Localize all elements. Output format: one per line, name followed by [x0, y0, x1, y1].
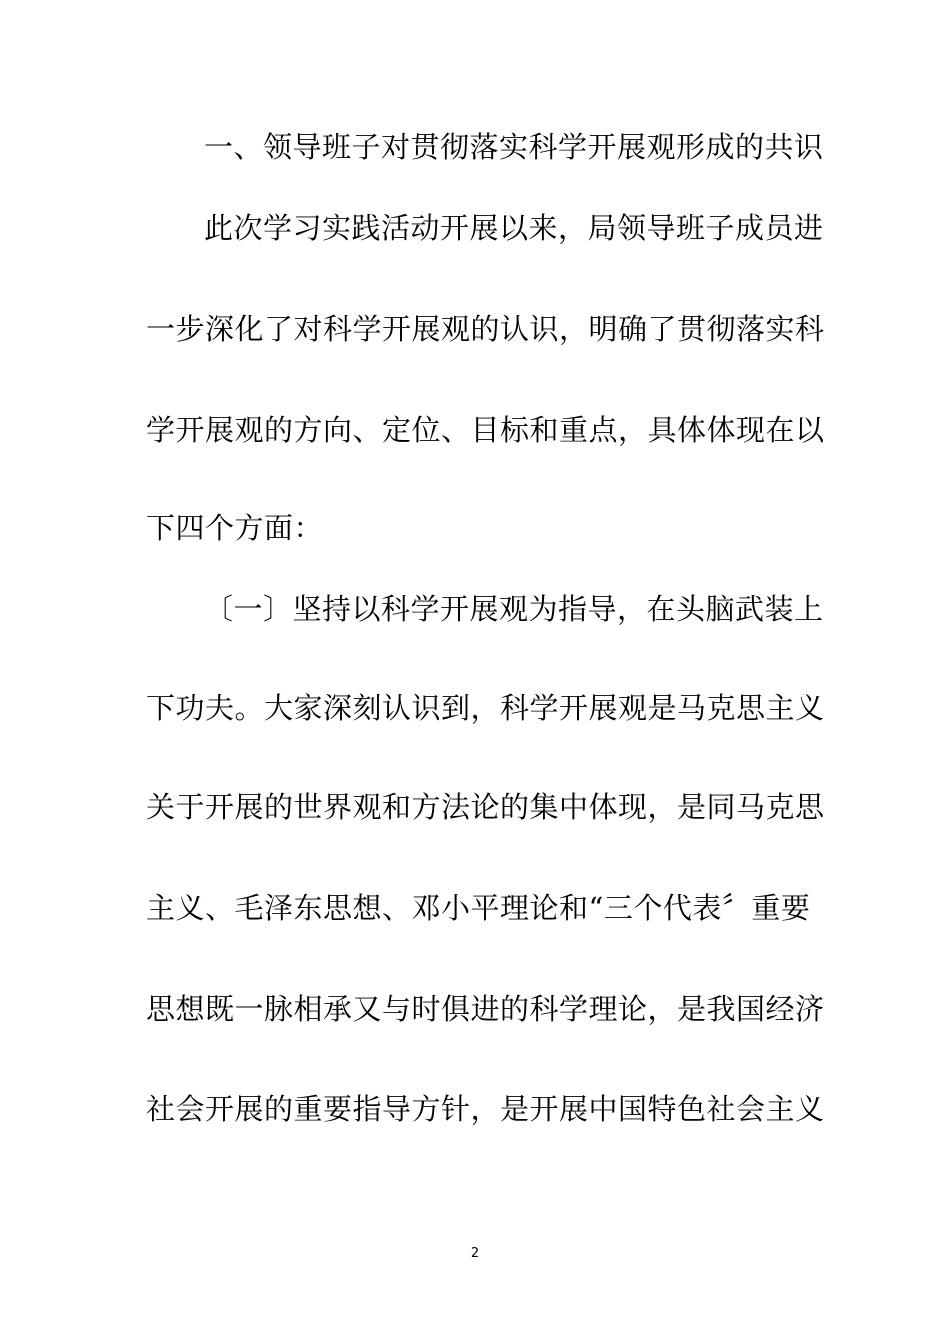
paragraph-line: 学开展观的方向、定位、目标和重点，具体体现在以: [146, 413, 825, 447]
page-number: 2: [470, 1246, 480, 1261]
paragraph-line: 下功夫。大家深刻认识到，科学开展观是马克思主义: [146, 691, 825, 725]
paragraph-line: 主义、毛泽东思想、邓小平理论和“三个代表〞重要: [146, 891, 811, 925]
paragraph-line: 下四个方面：: [146, 511, 324, 545]
paragraph-line: 一步深化了对科学开展观的认识，明确了贯彻落实科: [146, 312, 825, 346]
paragraph-line: 此次学习实践活动开展以来，局领导班子成员进: [204, 211, 824, 245]
paragraph-line: 关于开展的世界观和方法论的集中体现，是同马克思: [146, 790, 825, 824]
paragraph-line: 思想既一脉相承又与时俱进的科学理论，是我国经济: [146, 992, 825, 1026]
section-heading: 一、领导班子对贯彻落实科学开展观形成的共识: [204, 130, 824, 164]
paragraph-line: 社会开展的重要指导方针，是开展中国特色社会主义: [146, 1092, 825, 1126]
paragraph-line: 〔一〕坚持以科学开展观为指导，在头脑武装上: [204, 592, 824, 626]
